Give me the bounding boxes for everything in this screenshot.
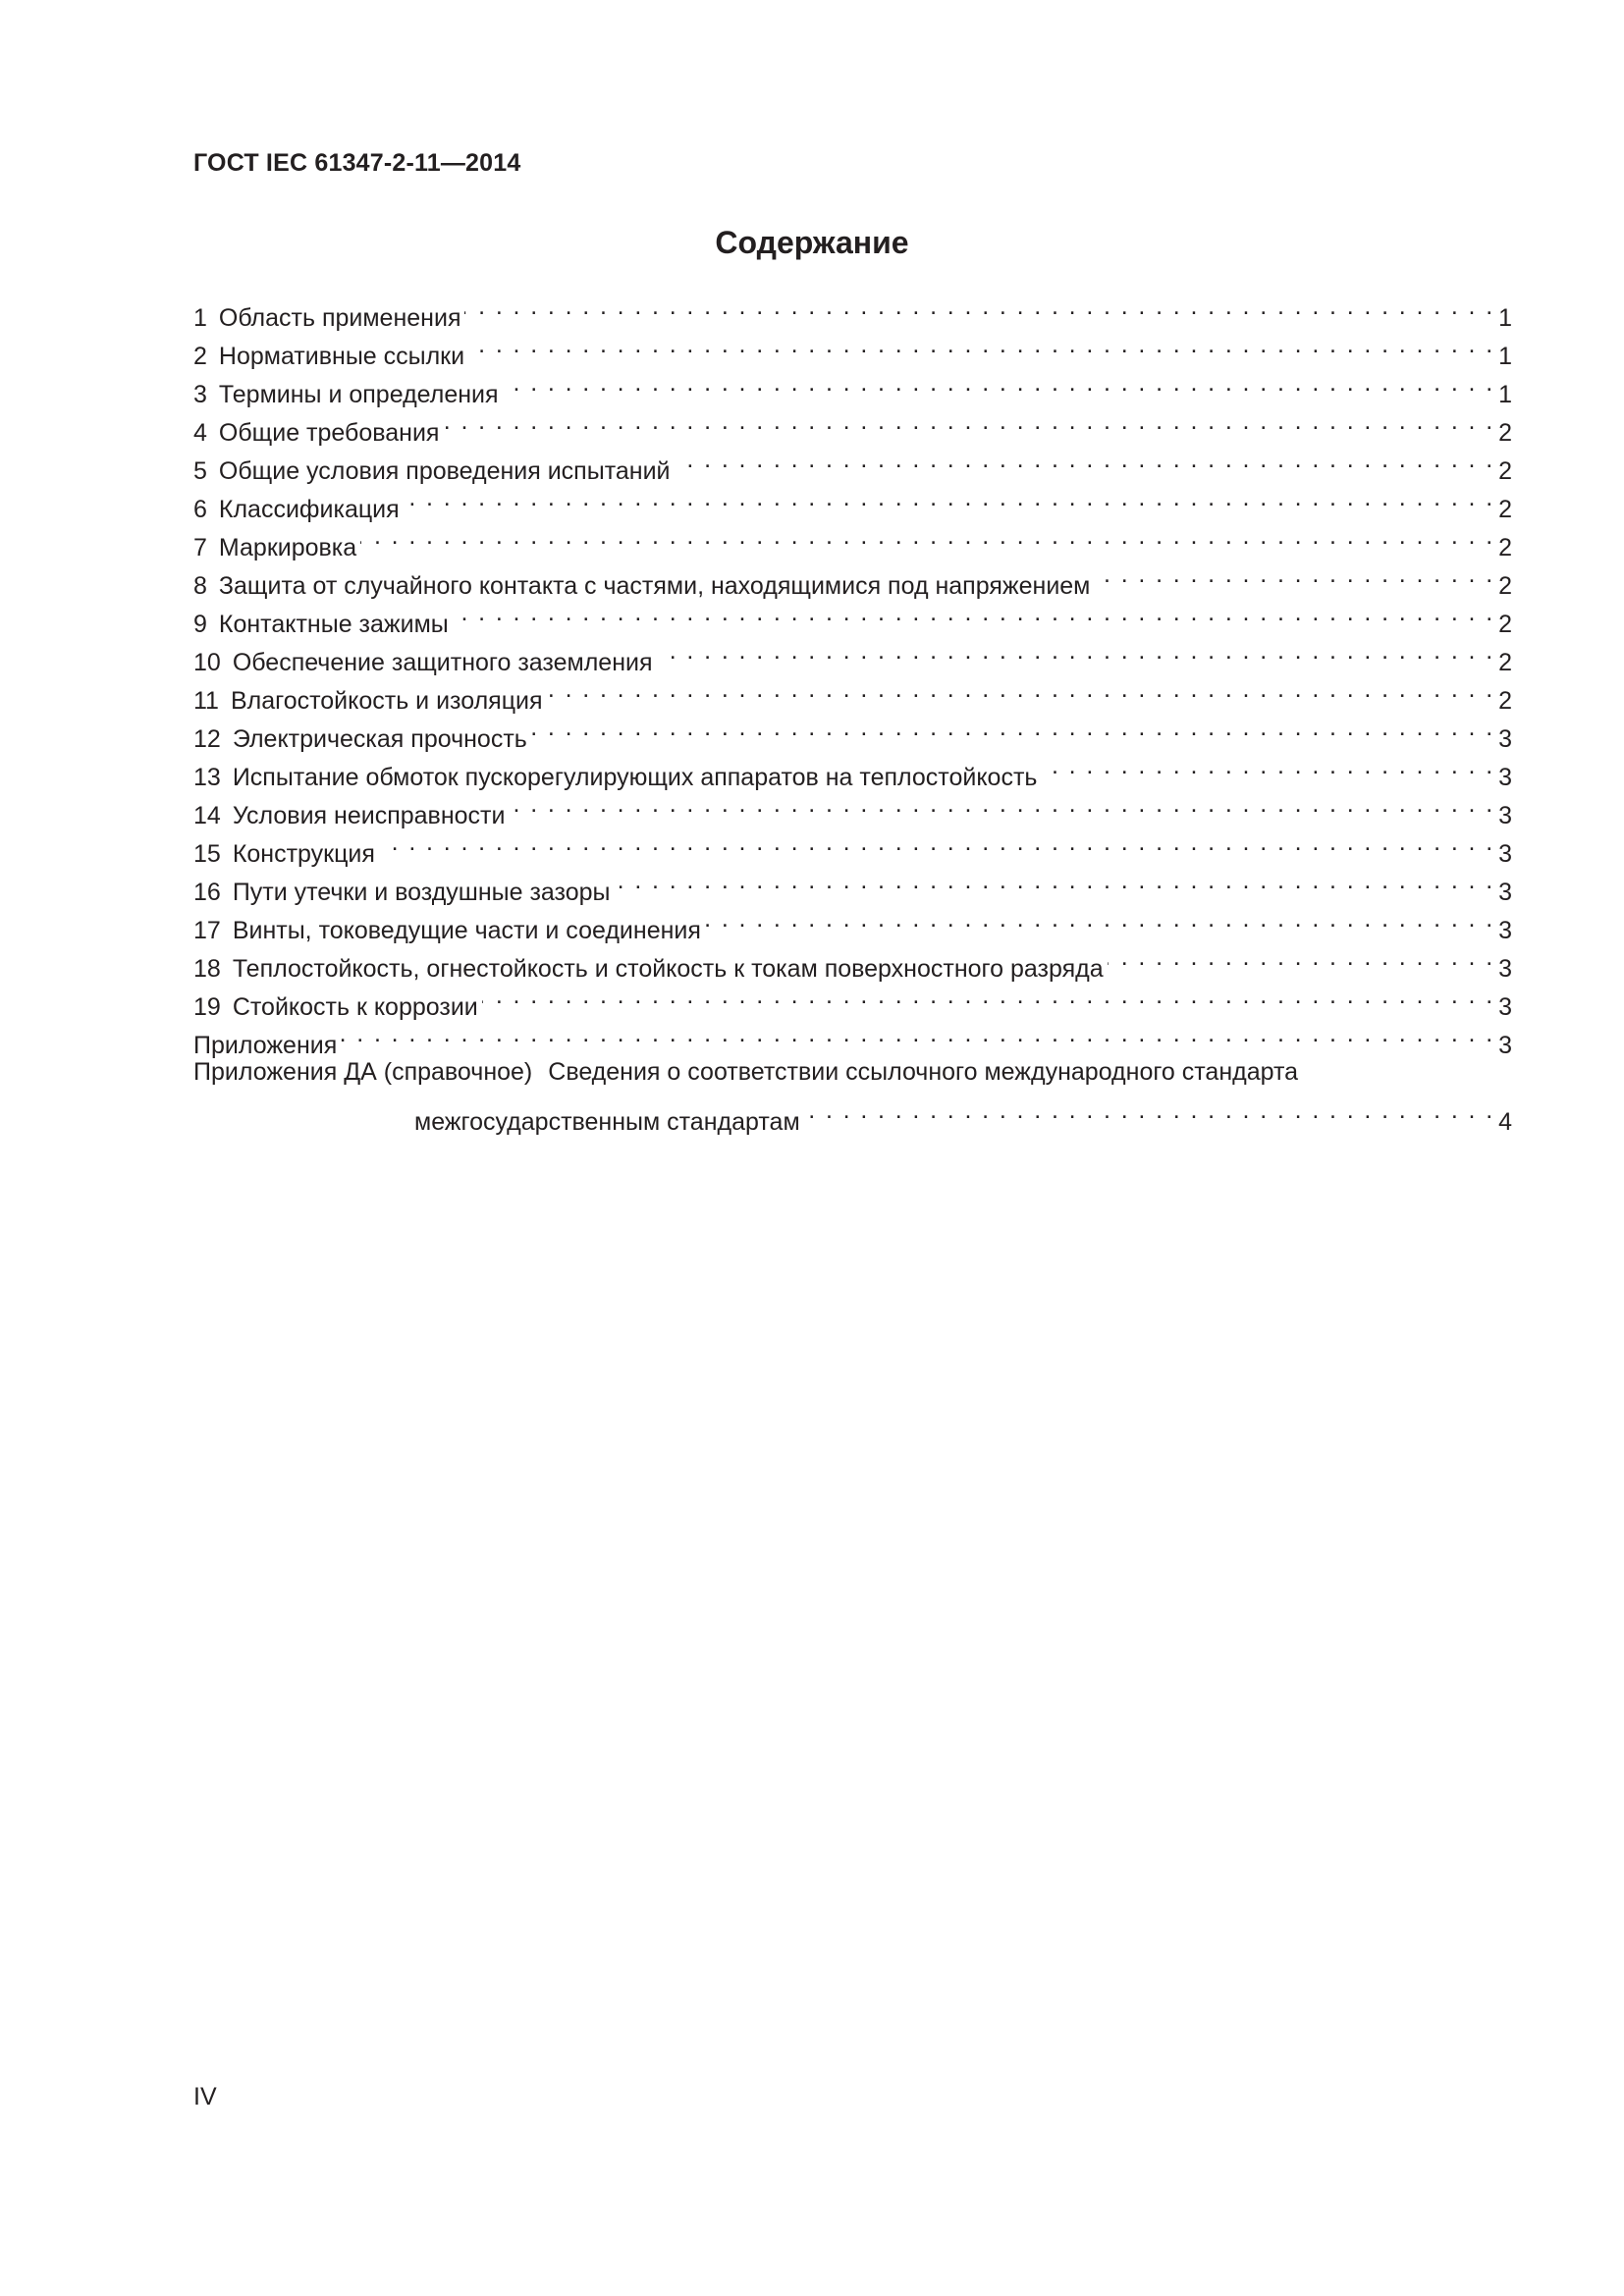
dot-leader — [675, 441, 1495, 479]
dot-leader — [1041, 747, 1494, 785]
toc-entry-annex-da — [193, 1053, 1512, 1136]
toc-entry-title: Условия неисправности — [232, 802, 506, 829]
annex-title-line1: Сведения о соответствии ссылочного международного стандарта — [548, 1058, 1299, 1086]
toc-entry-page-number: 2 — [1498, 534, 1512, 561]
toc-entry-page-number: 2 — [1498, 572, 1512, 600]
toc-entry-title: Влагостойкость и изоляция — [230, 687, 543, 715]
toc-entry-page-number: 3 — [1498, 802, 1512, 829]
toc-entry-page-number: 2 — [1498, 496, 1512, 523]
toc-entry-page-number: 1 — [1498, 381, 1512, 408]
toc-entry-number: 11 — [193, 687, 219, 715]
dot-leader — [1108, 938, 1494, 977]
toc-entry-page-number: 2 — [1498, 457, 1512, 485]
page-number: IV — [193, 2083, 217, 2110]
toc-entry-number: 9 — [193, 611, 207, 638]
dot-leader — [705, 900, 1494, 938]
toc-entry-page-number: 3 — [1498, 1032, 1512, 1059]
toc-entry-page-number: 3 — [1498, 955, 1512, 983]
toc-entry — [193, 824, 1512, 868]
annex-label: Приложения ДА (справочное) — [193, 1058, 533, 1086]
toc-entry-number: 2 — [193, 343, 207, 370]
toc-entry-page-number: 2 — [1498, 611, 1512, 638]
toc-entry-number: 12 — [193, 725, 221, 753]
toc-entry-number: 18 — [193, 955, 221, 983]
dot-leader — [531, 709, 1494, 747]
toc-entry-title: Защита от случайного контакта с частями, находящимися под напряжением — [218, 572, 1091, 600]
toc-entry-number: 6 — [193, 496, 207, 523]
dot-leader — [482, 977, 1494, 1015]
toc-entry-number: 16 — [193, 879, 221, 906]
toc-entry-page-number: 1 — [1498, 304, 1512, 332]
dot-leader — [379, 824, 1494, 862]
dot-leader — [615, 862, 1495, 900]
toc-entry-title: Испытание обмоток пускорегулирующих аппаратов на теплостойкость — [232, 764, 1038, 791]
toc-entry-number: 13 — [193, 764, 221, 791]
toc-entry-number: 14 — [193, 802, 221, 829]
toc-entry — [193, 288, 1512, 332]
toc-entry-number: 7 — [193, 534, 207, 561]
toc-entry-number: 17 — [193, 917, 221, 944]
toc-entry-page-number: 2 — [1498, 687, 1512, 715]
toc-entry-number: 19 — [193, 993, 221, 1021]
toc-entry-page-number: 3 — [1498, 917, 1512, 944]
annex-page-number: 4 — [1498, 1108, 1512, 1136]
toc-entry-page-number: 1 — [1498, 343, 1512, 370]
toc-entry-number: 3 — [193, 381, 207, 408]
toc-entry-page-number: 3 — [1498, 725, 1512, 753]
dot-leader — [509, 785, 1494, 824]
toc-entry-page-number: 3 — [1498, 840, 1512, 868]
dot-leader — [464, 288, 1494, 326]
toc-entry-page-number: 3 — [1498, 764, 1512, 791]
toc-entry-title: Нормативные ссылки — [218, 343, 465, 370]
dot-leader — [341, 1015, 1494, 1053]
toc-entry-number: 15 — [193, 840, 221, 868]
toc-entry-title: Конструкция — [232, 840, 375, 868]
toc-entry-title: Общие требования — [218, 419, 440, 447]
toc-entry-number: 10 — [193, 649, 221, 676]
toc-entry — [193, 862, 1512, 906]
dot-leader — [453, 594, 1494, 632]
dot-leader — [1094, 556, 1494, 594]
toc-entry-title: Термины и определения — [218, 381, 499, 408]
toc-entry-title: Область применения — [218, 304, 461, 332]
toc-entry — [193, 556, 1512, 600]
toc-entry-number: 4 — [193, 419, 207, 447]
toc-title: Содержание — [715, 225, 909, 260]
table-of-contents — [193, 288, 1512, 1136]
annex-title-line2: межгосударственным стандартам — [414, 1108, 800, 1136]
toc-entry-number: 1 — [193, 304, 207, 332]
toc-entry-title: Теплостойкость, огнестойкость и стойкость к токам поверхностного разряда — [232, 955, 1104, 983]
dot-leader — [443, 402, 1494, 441]
toc-entry — [193, 517, 1512, 561]
toc-entry-title: Винты, токоведущие части и соединения — [232, 917, 701, 944]
toc-entry-title: Стойкость к коррозии — [232, 993, 478, 1021]
toc-entry-title: Общие условия проведения испытаний — [218, 457, 671, 485]
toc-entry-page-number: 2 — [1498, 649, 1512, 676]
toc-entry-number: 8 — [193, 572, 207, 600]
toc-entry-page-number: 3 — [1498, 879, 1512, 906]
dot-leader — [360, 517, 1494, 556]
dot-leader — [468, 326, 1494, 364]
standard-code-header: ГОСТ IEC 61347-2-11—2014 — [193, 149, 521, 177]
toc-entry-page-number: 3 — [1498, 993, 1512, 1021]
toc-entry-page-number: 2 — [1498, 419, 1512, 447]
dot-leader — [503, 364, 1495, 402]
toc-entry-title: Контактные зажимы — [218, 611, 449, 638]
dot-leader — [404, 479, 1494, 517]
toc-entry-number: 5 — [193, 457, 207, 485]
toc-entry-title: Пути утечки и воздушные зазоры — [232, 879, 611, 906]
dot-leader — [804, 1092, 1494, 1130]
dot-leader — [547, 670, 1495, 709]
toc-entry-title: Приложения — [193, 1032, 338, 1059]
toc-entry-title: Маркировка — [218, 534, 357, 561]
dot-leader — [657, 632, 1495, 670]
toc-entry-title: Электрическая прочность — [232, 725, 527, 753]
toc-entry — [193, 1015, 1512, 1059]
toc-entry-title: Обеспечение защитного заземления — [232, 649, 653, 676]
toc-entry-title: Классификация — [218, 496, 400, 523]
